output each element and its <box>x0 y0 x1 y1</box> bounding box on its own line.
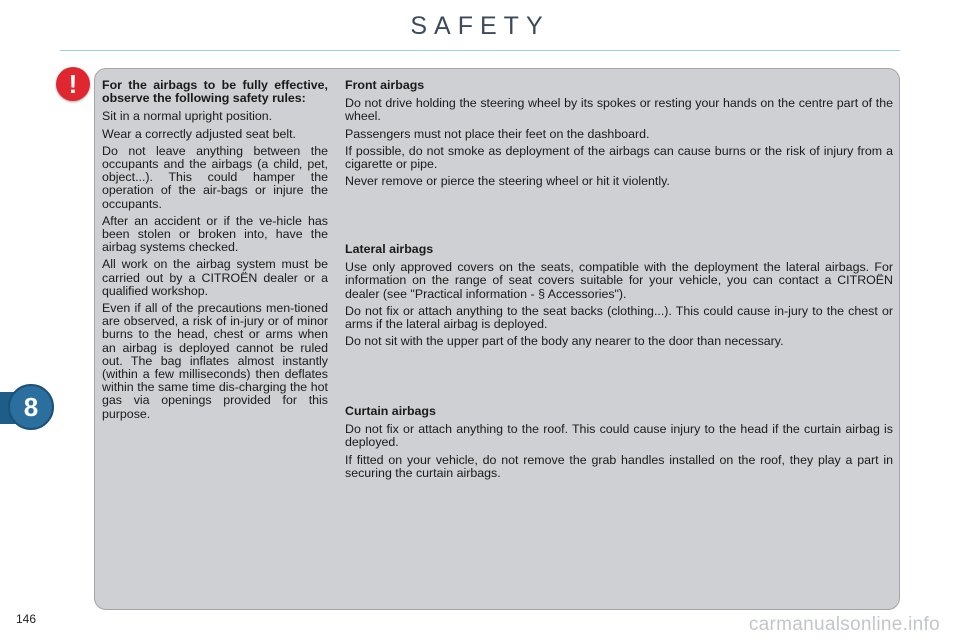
lateral-airbags-section <box>345 243 893 352</box>
safety-rule-paragraph: Do not leave anything between the occupants and the airbags (a child, pet, object...). This could hamper the operation of the air-bags or injure the occupants. <box>102 143 328 211</box>
curtain-airbags-paragraph: If fitted on your vehicle, do not remove the grab handles installed on the roof, they play a part in securing the curtain airbags. <box>345 452 893 480</box>
safety-rule-paragraph: All work on the airbag system must be carried out by a CITROËN dealer or a qualified workshop. <box>102 257 328 298</box>
chapter-number-badge: 8 <box>8 384 54 430</box>
curtain-airbags-paragraph: Do not fix or attach anything to the roof. This could cause injury to the head if the curtain airbag is deployed. <box>345 422 893 450</box>
exclamation-warning-icon: ! <box>56 67 90 101</box>
lateral-airbags-paragraph: Do not sit with the upper part of the body any nearer to the door than necessary. <box>345 334 784 349</box>
safety-rules-column <box>102 79 328 425</box>
lateral-airbags-paragraph: Do not fix or attach anything to the seat backs (clothing...). This could cause in-jury to the chest or arms if the lateral airbag is deployed. <box>345 303 893 332</box>
title-divider <box>60 50 900 51</box>
page-title: SAFETY <box>410 12 550 40</box>
front-airbags-paragraph: If possible, do not smoke as deployment of the airbags can cause burns or the risk of injury from a cigarette or pipe. <box>345 143 893 172</box>
front-airbags-paragraph: Passengers must not place their feet on the dashboard. <box>345 126 650 141</box>
front-airbags-section <box>345 79 893 192</box>
watermark: carmanualsonline.info <box>748 614 940 635</box>
safety-rule-paragraph: Even if all of the precautions men-tioned are observed, a risk of in-jury or of minor burns to the head, chest or arms when an airbag is deployed cannot be ruled out. The bag inflates almost instantly (within a few milliseconds) then deflates within the same time dis-charging the hot gas via openings provided for this purpose. <box>102 301 328 421</box>
safety-rules-heading: For the airbags to be fully effective, observe the following safety rules: <box>102 78 328 106</box>
chapter-tab[interactable] <box>0 382 52 434</box>
front-airbags-paragraph: Never remove or pierce the steering wheel or hit it violently. <box>345 174 670 189</box>
curtain-airbags-heading: Curtain airbags <box>345 404 436 418</box>
page-number: 146 <box>16 612 37 626</box>
safety-rule-paragraph: Wear a correctly adjusted seat belt. <box>102 126 296 141</box>
front-airbags-paragraph: Do not drive holding the steering wheel by its spokes or resting your hands on the centre part of the wheel. <box>345 96 893 124</box>
curtain-airbags-section <box>345 405 893 484</box>
lateral-airbags-heading: Lateral airbags <box>345 242 434 256</box>
lateral-airbags-paragraph: Use only approved covers on the seats, compatible with the deployment the lateral airbags. For information on the range of seat covers suitable for your vehicle, you can contact a CITROËN dealer (see "Practical information - § Accessories"). <box>345 260 893 301</box>
safety-rule-paragraph: After an accident or if the ve-hicle has been stolen or broken into, have the airbag systems checked. <box>102 213 328 255</box>
front-airbags-heading: Front airbags <box>345 78 425 92</box>
safety-rule-paragraph: Sit in a normal upright position. <box>102 109 273 124</box>
